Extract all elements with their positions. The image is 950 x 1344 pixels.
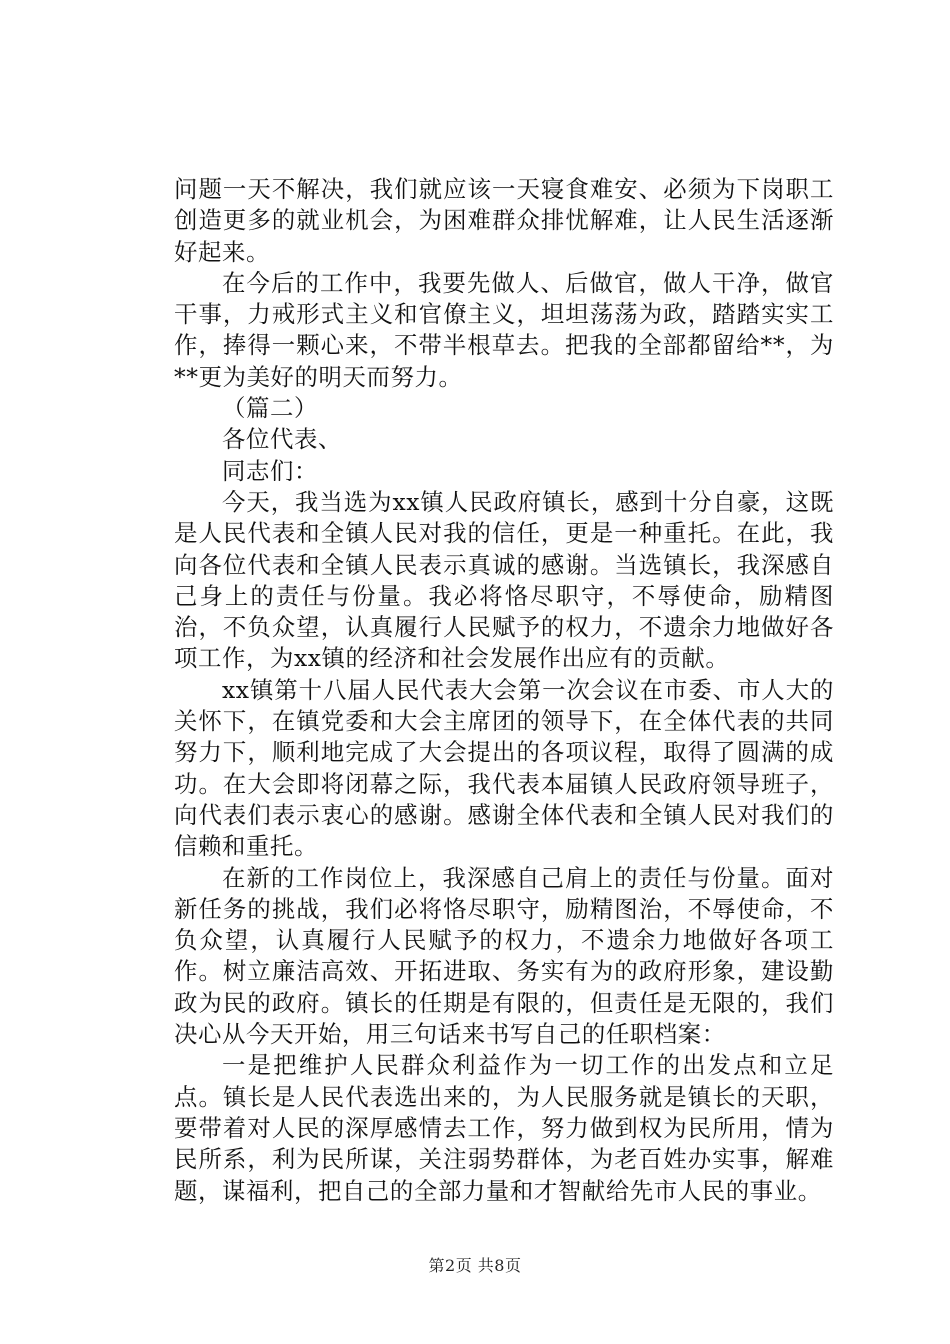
paragraph-3: 今天，我当选为xx镇人民政府镇长，感到十分自豪，这既是人民代表和全镇人民对我的信任，更是一种重托。在此，我向各位代表和全镇人民表示真诚的感谢。当选镇长，我深感自己身上的责任与份量。我必将恪尽职守，不辱使命，励精图治，不负众望，认真履行人民赋予的权力，不遗余力地做好各项工作，为xx镇的经济和社会发展作出应有的贡献。 [174,487,834,673]
paragraph-5: 在新的工作岗位上，我深感自己肩上的责任与份量。面对新任务的挑战，我们必将恪尽职守，励精图治，不辱使命，不负众望，认真履行人民赋予的权力，不遗余力地做好各项工作。树立廉洁高效、开拓进取、务实有为的政府形象，建设勤政为民的政府。镇长的任期是有限的，但责任是无限的，我们决心从今天开始，用三句话来书写自己的任职档案： [174,863,834,1049]
salutation-line-2: 同志们： [222,456,318,485]
paragraph-2: 在今后的工作中，我要先做人、后做官，做人干净，做官干事，力戒形式主义和官僚主义，坦坦荡荡为政，踏踏实实工作，捧得一颗心来，不带半根草去。把我的全部都留给**，为**更为美好的明天而努力。 [174,268,834,391]
salutation-line-1: 各位代表、 [222,425,342,454]
page-number-footer: 第2页 共8页 [428,1256,522,1275]
paragraph-6: 一是把维护人民群众利益作为一切工作的出发点和立足点。镇长是人民代表选出来的，为人民服务就是镇长的天职，要带着对人民的深厚感情去工作，努力做到权为民所用，情为民所系，利为民所谋，关注弱势群体，为老百姓办实事，解难题，谋福利，把自己的全部力量和才智献给先市人民的事业。 [174,1051,834,1205]
document-body [174,174,834,1207]
paragraph-1: 问题一天不解决，我们就应该一天寝食难安、必须为下岗职工创造更多的就业机会，为困难群众排忧解难，让人民生活逐渐好起来。 [174,175,834,266]
section-heading: （篇二） [222,394,318,423]
paragraph-4: xx镇第十八届人民代表大会第一次会议在市委、市人大的关怀下，在镇党委和大会主席团的领导下，在全体代表的共同努力下，顺利地完成了大会提出的各项议程，取得了圆满的成功。在大会即将闭幕之际，我代表本届镇人民政府领导班子，向代表们表示衷心的感谢。感谢全体代表和全镇人民对我们的信赖和重托。 [174,675,834,861]
